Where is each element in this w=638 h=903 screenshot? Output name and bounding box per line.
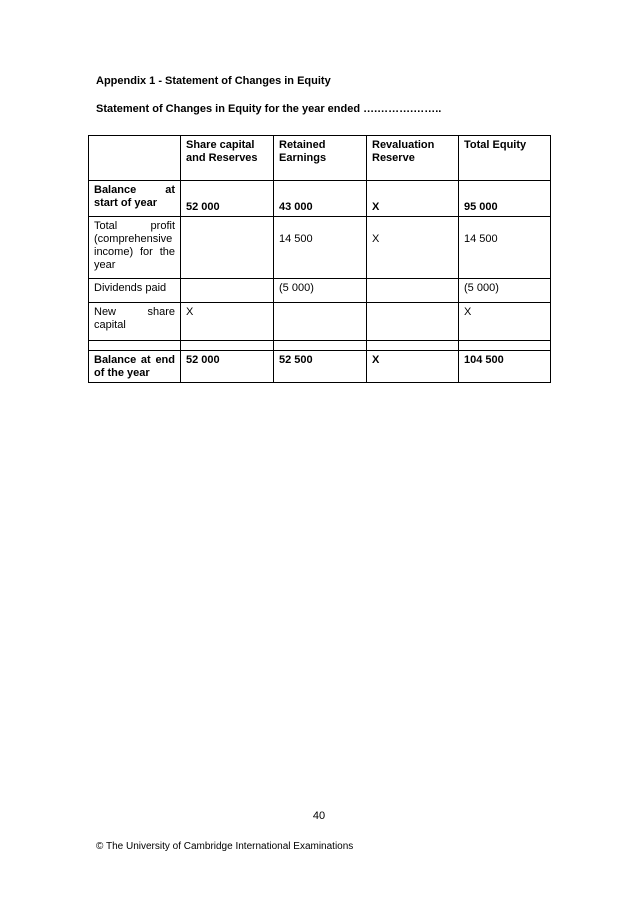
row-label-line: year [94, 259, 116, 271]
cell-revaluation-reserve [367, 279, 459, 303]
cell-retained-earnings: 52 500 [274, 351, 367, 383]
row-label-line: Balance at end [94, 354, 175, 366]
cell-total-equity [459, 341, 551, 351]
page-number: 40 [312, 810, 326, 822]
row-label [89, 303, 181, 341]
cell-retained-earnings [274, 341, 367, 351]
copyright-footer: © The University of Cambridge International Examinations [96, 841, 354, 852]
cell-retained-earnings [274, 303, 367, 341]
cell-revaluation-reserve [367, 341, 459, 351]
row-label-line: (comprehensive [94, 233, 173, 245]
cell-share-capital [181, 341, 274, 351]
table-row [89, 351, 551, 383]
cell-share-capital [181, 279, 274, 303]
header-revaluation-reserve: Revaluation Reserve [367, 136, 459, 181]
cell-share-capital: 52 000 [181, 351, 274, 383]
row-label-line: New share [94, 306, 175, 318]
table-row [89, 181, 551, 217]
row-label-line: of the year [94, 367, 150, 379]
cell-revaluation-reserve [367, 303, 459, 341]
row-label [89, 181, 181, 217]
cell-retained-earnings: 43 000 [274, 181, 367, 217]
header-share-capital: Share capital and Reserves [181, 136, 274, 181]
header-retained-earnings: Retained Earnings [274, 136, 367, 181]
cell-revaluation-reserve: X [367, 181, 459, 217]
cell-retained-earnings: 14 500 [274, 217, 367, 279]
statement-title: Statement of Changes in Equity for the year ended ….……….…….. [96, 103, 442, 115]
cell-total-equity: 14 500 [459, 217, 551, 279]
row-label-line: income) for the [94, 246, 175, 258]
table-row-empty [89, 341, 551, 351]
row-label-line: capital [94, 319, 126, 331]
row-label-line: Total profit [94, 220, 175, 232]
row-label: Dividends paid [89, 279, 181, 303]
row-label-line: start of year [94, 197, 157, 209]
row-label-line: Balance at [94, 184, 175, 196]
row-label [89, 351, 181, 383]
table-row [89, 217, 551, 279]
row-label [89, 341, 181, 351]
cell-share-capital [181, 217, 274, 279]
cell-share-capital: 52 000 [181, 181, 274, 217]
cell-revaluation-reserve: X [367, 217, 459, 279]
appendix-title: Appendix 1 - Statement of Changes in Equity [96, 75, 331, 87]
equity-statement-table [88, 135, 551, 383]
cell-total-equity: 104 500 [459, 351, 551, 383]
cell-total-equity: 95 000 [459, 181, 551, 217]
header-total-equity: Total Equity [459, 136, 551, 181]
cell-total-equity: X [459, 303, 551, 341]
table-row [89, 303, 551, 341]
row-label [89, 217, 181, 279]
table-row [89, 279, 551, 303]
cell-retained-earnings: (5 000) [274, 279, 367, 303]
cell-share-capital: X [181, 303, 274, 341]
header-empty-cell [89, 136, 181, 181]
cell-revaluation-reserve: X [367, 351, 459, 383]
table-header-row [89, 136, 551, 181]
cell-total-equity: (5 000) [459, 279, 551, 303]
